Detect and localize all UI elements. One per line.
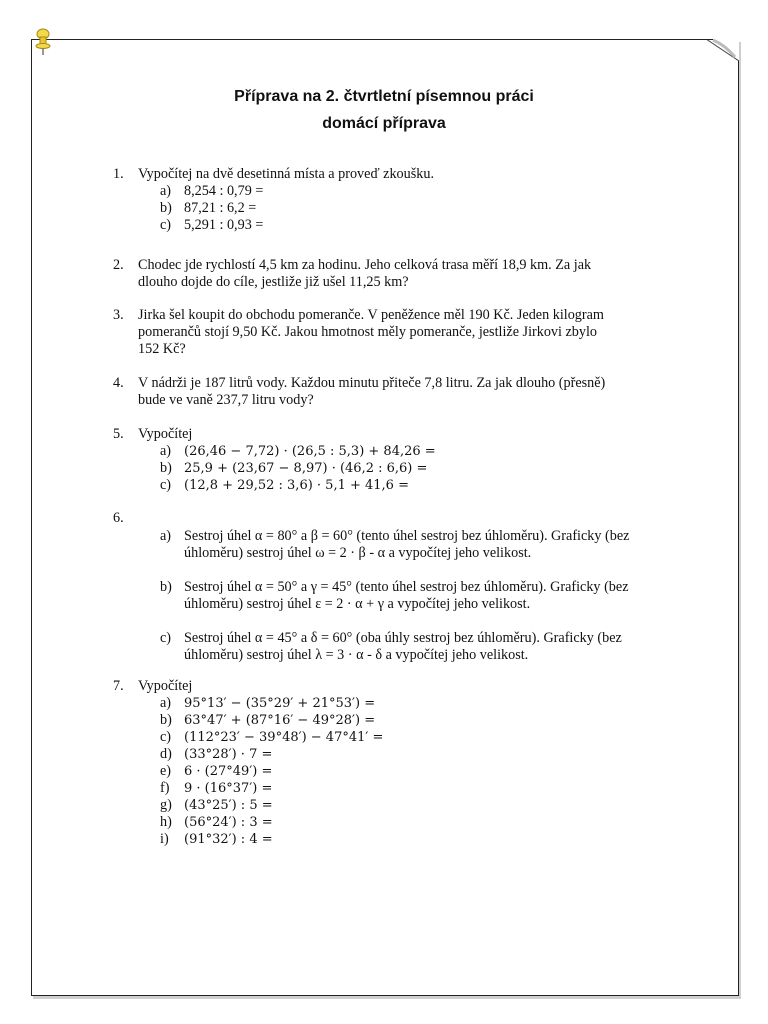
exercise-number: 3. xyxy=(113,307,124,323)
exercise-text: Vypočítej na dvě desetinná místa a proveď zkoušku. xyxy=(138,166,434,182)
item-text-line: úhloměru) sestroj úhel ω = 2 · β - α a vypočítej jeho velikost. xyxy=(184,545,532,561)
math-expression: (43°25′) : 5 = xyxy=(184,798,273,813)
item-label: a) xyxy=(160,528,172,544)
item-label: a) xyxy=(160,443,172,459)
math-expression: (33°28′) · 7 = xyxy=(184,747,273,762)
item-text-line: Sestroj úhel α = 45° a δ = 60° (oba úhly sestroj bez úhloměru). Graficky (bez xyxy=(184,630,622,646)
exercise-number: 7. xyxy=(113,678,124,694)
page-curl-corner xyxy=(705,39,739,59)
item-text-line: úhloměru) sestroj úhel λ = 3 · α - δ a vypočítej jeho velikost. xyxy=(184,647,529,663)
item-text-line: Sestroj úhel α = 50° a γ = 45° (tento úhel sestroj bez úhloměru). Graficky (bez xyxy=(184,579,629,595)
item-label: c) xyxy=(160,477,172,493)
item-text: 5,291 : 0,93 = xyxy=(184,217,264,233)
item-text: 8,254 : 0,79 = xyxy=(184,183,264,199)
item-text: 87,21 : 6,2 = xyxy=(184,200,257,216)
item-label: d) xyxy=(160,746,172,762)
exercise-5 xyxy=(0,426,768,498)
item-label: e) xyxy=(160,763,172,779)
exercise-text-line: dlouho dojde do cíle, jestliže již ušel 11,25 km? xyxy=(138,274,409,290)
exercise-text-line: 152 Kč? xyxy=(138,341,186,357)
item-text-line: Sestroj úhel α = 80° a β = 60° (tento úhel sestroj bez úhloměru). Graficky (bez xyxy=(184,528,630,544)
exercise-text: Vypočítej xyxy=(138,426,193,442)
exercise-6 xyxy=(0,510,768,670)
exercise-text-line: V nádrži je 187 litrů vody. Každou minutu přiteče 7,8 litru. Za jak dlouho (přesně) xyxy=(138,375,606,391)
page-subtitle: domácí příprava xyxy=(322,115,446,132)
exercise-number: 5. xyxy=(113,426,124,442)
page-title: Příprava na 2. čtvrtletní písemnou práci xyxy=(234,88,534,105)
math-expression: (56°24′) : 3 = xyxy=(184,815,273,830)
exercise-text: Vypočítej xyxy=(138,678,193,694)
math-expression: 25,9 + (23,67 − 8,97) · (46,2 : 6,6) = xyxy=(184,461,428,476)
exercise-text-line: Jirka šel koupit do obchodu pomeranče. V peněžence měl 190 Kč. Jeden kilogram xyxy=(138,307,604,323)
item-label: b) xyxy=(160,579,172,595)
exercise-1 xyxy=(0,166,768,236)
math-expression: 6 · (27°49′) = xyxy=(184,764,273,779)
exercise-3 xyxy=(0,307,768,359)
item-label: a) xyxy=(160,183,172,199)
math-expression: (112°23′ − 39°48′) − 47°41′ = xyxy=(184,730,384,745)
exercise-text-line: Chodec jde rychlostí 4,5 km za hodinu. Jeho celková trasa měří 18,9 km. Za jak xyxy=(138,257,592,273)
item-label: c) xyxy=(160,217,172,233)
math-expression: 95°13′ − (35°29′ + 21°53′) = xyxy=(184,696,376,711)
math-expression: 9 · (16°37′) = xyxy=(184,781,273,796)
item-label: c) xyxy=(160,729,172,745)
math-expression: (12,8 + 29,52 : 3,6) · 5,1 + 41,6 = xyxy=(184,478,409,493)
math-expression: 63°47′ + (87°16′ − 49°28′) = xyxy=(184,713,376,728)
math-expression: (26,46 − 7,72) · (26,5 : 5,3) + 84,26 = xyxy=(184,444,436,459)
exercise-number: 6. xyxy=(113,510,124,526)
item-label: b) xyxy=(160,200,172,216)
item-label: b) xyxy=(160,712,172,728)
exercise-number: 1. xyxy=(113,166,124,182)
item-label: b) xyxy=(160,460,172,476)
exercise-text-line: pomerančů stojí 9,50 Kč. Jakou hmotnost měly pomeranče, jestliže Jirkovi zbylo xyxy=(138,324,598,340)
exercise-number: 4. xyxy=(113,375,124,391)
pushpin-icon xyxy=(33,28,53,61)
item-text-line: úhloměru) sestroj úhel ε = 2 · α + γ a vypočítej jeho velikost. xyxy=(184,596,531,612)
item-label: g) xyxy=(160,797,172,813)
item-label: h) xyxy=(160,814,172,830)
math-expression: (91°32′) : 4 = xyxy=(184,832,273,847)
exercise-2 xyxy=(0,257,768,293)
item-label: f) xyxy=(160,780,170,796)
exercise-number: 2. xyxy=(113,257,124,273)
item-label: c) xyxy=(160,630,172,646)
item-label: a) xyxy=(160,695,172,711)
exercise-text-line: bude ve vaně 237,7 litru vody? xyxy=(138,392,314,408)
item-label: i) xyxy=(160,831,169,847)
exercise-4 xyxy=(0,375,768,411)
exercise-7 xyxy=(0,678,768,853)
